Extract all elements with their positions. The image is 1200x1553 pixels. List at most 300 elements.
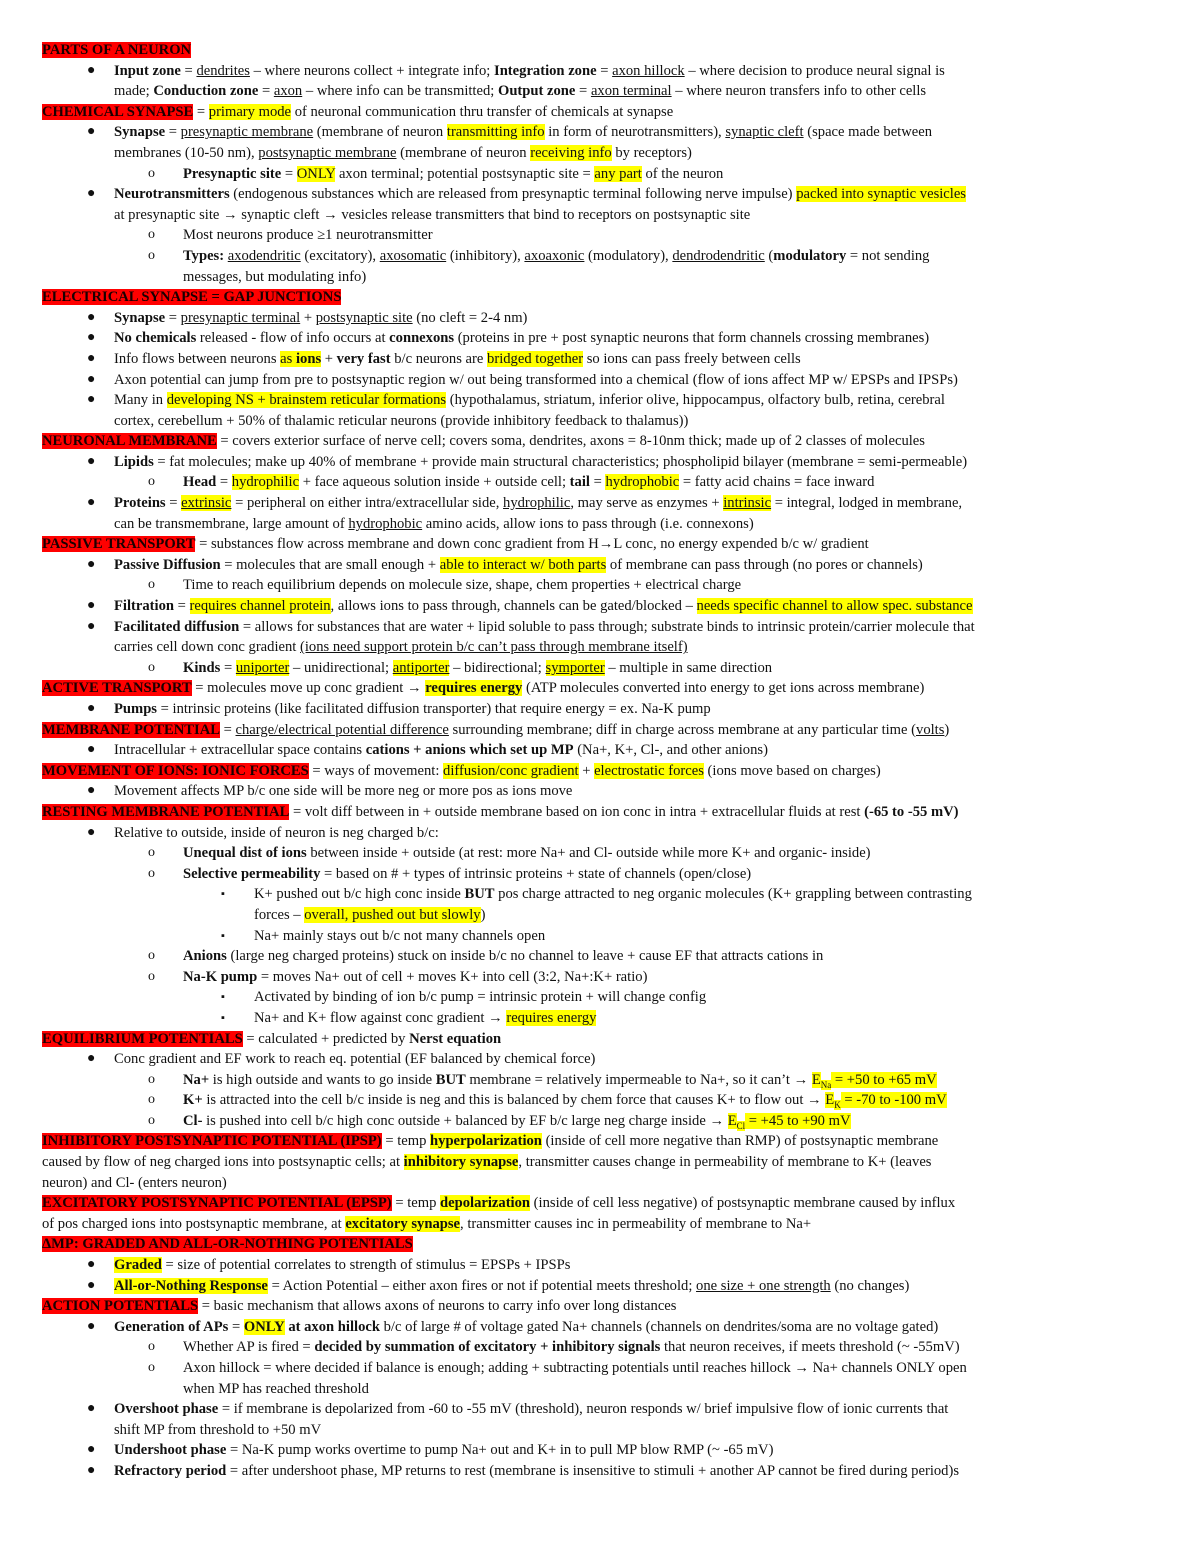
bullet-marker-circle: o (148, 577, 155, 593)
text-segment: Most neurons produce ≥1 neurotransmitter (183, 227, 433, 244)
bullet-marker-circle: o (148, 659, 155, 675)
bold-term: Lipids (114, 453, 154, 470)
bold-term: Synapse (114, 124, 166, 141)
text-segment: (modulatory), (584, 247, 673, 264)
highlighted-text: as (280, 350, 296, 367)
text-segment: = substances flow across membrane and down conc gradient from H→L conc, no energy expended b/c w/ gradient (195, 536, 869, 553)
bullet-marker-disc: ● (87, 783, 96, 799)
highlighted-text: antiporter (392, 659, 450, 676)
section-heading: NEURONAL MEMBRANE (42, 433, 217, 450)
bullet-item (42, 472, 1162, 493)
bold-term: Kinds (183, 659, 221, 676)
bullet-item (42, 81, 1162, 102)
note-line (42, 40, 1162, 61)
text-segment: + (578, 762, 595, 779)
note-line (42, 1234, 1162, 1255)
bullet-marker-square: ▪ (221, 888, 225, 901)
text-segment: messages, but modulating info) (183, 268, 367, 285)
bullet-item (42, 699, 1162, 720)
bold-term: Filtration (114, 598, 174, 615)
bullet-item (42, 308, 1162, 329)
text-segment: = (258, 83, 274, 100)
note-line (42, 1214, 1162, 1235)
highlighted-text: ONLY (243, 1318, 285, 1335)
bold-term: modulatory (773, 247, 847, 264)
bold-term: Synapse (114, 309, 166, 326)
bullet-marker-disc: ● (87, 556, 96, 572)
highlighted-text: transmitting info (446, 124, 545, 141)
text-segment: hydrophobic (348, 515, 423, 532)
highlighted-text: excitatory synapse (345, 1215, 461, 1232)
text-segment: Many in (114, 392, 167, 409)
text-segment: Activated by binding of ion b/c pump = intrinsic protein + will change config (254, 989, 707, 1006)
highlighted-text: requires energy (506, 1009, 597, 1026)
text-segment: forces – (254, 906, 305, 923)
bold-term: Refractory period (114, 1462, 227, 1479)
text-segment: presynaptic membrane (180, 124, 314, 141)
bullet-item (42, 1379, 1162, 1400)
bullet-item (42, 843, 1162, 864)
bullet-item (42, 1111, 1162, 1132)
text-segment: (inhibitory), (446, 247, 525, 264)
text-segment: = Action Potential – either axon fires or not if potential meets threshold; (267, 1277, 697, 1294)
text-segment: (excitatory), (300, 247, 380, 264)
bullet-marker-circle: o (148, 968, 155, 984)
text-segment: of neuronal communication thru transfer of chemicals at synapse (291, 103, 674, 120)
bullet-marker-square: ▪ (221, 1011, 225, 1024)
bullet-item (42, 1420, 1162, 1441)
text-segment: = if membrane is depolarized from -60 to -55 mV (threshold), neuron responds w/ brief impulsive flow of ionic currents that (218, 1401, 949, 1418)
text-segment: (endogenous substances which are released from presynaptic terminal following nerve impulse) (229, 186, 797, 203)
text-segment: = integral, lodged in membrane, (771, 495, 963, 512)
text-segment: volts (916, 721, 945, 738)
text-segment: b/c of large # of voltage gated Na+ channels (channels on dendrites/soma are no voltage gated) (379, 1318, 939, 1335)
highlighted-text: any part (594, 165, 642, 182)
bold-term: connexons (389, 330, 455, 347)
text-segment: – bidirectional; (449, 659, 546, 676)
text-segment: = (219, 721, 236, 738)
section-heading: ACTION POTENTIALS (42, 1298, 199, 1315)
text-segment: presynaptic terminal (180, 309, 301, 326)
bold-term: Undershoot phase (114, 1442, 227, 1459)
bullet-marker-circle: o (148, 948, 155, 964)
text-segment: by receptors) (611, 144, 692, 161)
section-heading: MOVEMENT OF IONS: IONIC FORCES (42, 762, 309, 779)
highlighted-text: Cl (736, 1120, 746, 1131)
bold-term: Input zone (114, 62, 181, 79)
bullet-item (42, 740, 1162, 761)
section-heading: CHEMICAL SYNAPSE (42, 103, 194, 120)
text-segment: is attracted into the cell b/c inside is neg and this is balanced by chem force that causes K+ to flow out → (202, 1092, 826, 1109)
highlighted-text: = +50 to +65 mV (831, 1071, 937, 1088)
text-segment: Intracellular + extracellular space contains (114, 742, 366, 759)
bullet-item (42, 884, 1162, 905)
text-segment: hydrophilic (503, 495, 571, 512)
text-segment: = (216, 474, 232, 491)
bullet-item (42, 1276, 1162, 1297)
text-segment: synaptic cleft (725, 124, 804, 141)
text-segment: axon hillock (612, 62, 685, 79)
bullet-item (42, 1090, 1162, 1111)
text-segment: (membrane of neuron (396, 144, 531, 161)
text-segment: + (321, 350, 337, 367)
bullet-marker-disc: ● (87, 1257, 96, 1273)
note-line (42, 1296, 1162, 1317)
note-line (42, 287, 1162, 308)
text-segment: – unidirectional; (289, 659, 393, 676)
text-segment: axoaxonic (524, 247, 585, 264)
text-segment: = fat molecules; make up 40% of membrane + provide main structural characteristics; phospholipid bilayer (membrane = semi-permeable) (153, 453, 968, 470)
text-segment: ) (944, 721, 950, 738)
text-segment: membrane = relatively impermeable to Na+, so it can’t → (465, 1071, 812, 1088)
bold-term: Unequal dist of ions (183, 845, 307, 862)
note-line (42, 761, 1162, 782)
text-segment: postsynaptic membrane (258, 144, 397, 161)
bullet-item (42, 987, 1162, 1008)
text-segment: axon (273, 83, 303, 100)
bullet-marker-disc: ● (87, 701, 96, 716)
bullet-marker-disc: ● (87, 309, 96, 325)
bullet-item (42, 1255, 1162, 1276)
text-segment: ) (480, 906, 486, 923)
text-segment: (ions need support protein b/c can’t pass through membrane itself) (300, 639, 688, 656)
bullet-item (42, 1461, 1162, 1482)
note-line (42, 1193, 1162, 1214)
bold-term: Proteins (114, 495, 166, 512)
note-line (42, 534, 1162, 555)
bullet-marker-circle: o (148, 1071, 155, 1087)
section-heading: PARTS OF A NEURON (42, 42, 192, 58)
highlighted-text: inhibitory synapse (403, 1154, 519, 1171)
bullet-marker-disc: ● (87, 742, 96, 758)
bullet-item (42, 864, 1162, 885)
bullet-marker-disc: ● (87, 371, 96, 387)
text-segment: one size + one strength (696, 1277, 831, 1294)
bold-term: Neurotransmitters (114, 186, 230, 203)
text-segment: (inside of cell less negative) of postsynaptic membrane caused by influx (530, 1195, 956, 1212)
bullet-marker-disc: ● (87, 1318, 96, 1334)
text-segment: = basic mechanism that allows axons of neurons to carry info over long distances (198, 1298, 677, 1315)
bold-term: Generation of APs (114, 1318, 229, 1335)
bullet-marker-disc: ● (87, 618, 96, 634)
bullet-item (42, 390, 1162, 411)
bold-term: BUT (435, 1071, 466, 1088)
bullet-item (42, 926, 1162, 947)
bold-term: (-65 to -55 mV) (864, 803, 959, 820)
bullet-marker-circle: o (148, 1092, 155, 1108)
bullet-item (42, 411, 1162, 432)
bullet-marker-square: ▪ (221, 991, 225, 1004)
bullet-item (42, 143, 1162, 164)
text-segment: postsynaptic site (315, 309, 413, 326)
text-segment: = (589, 474, 606, 491)
highlighted-text: E (727, 1112, 737, 1129)
bullet-marker-disc: ● (87, 1051, 96, 1067)
text-segment: (no cleft = 2-4 nm) (412, 309, 528, 326)
text-segment: (ATP molecules converted into energy to get ions across membrane) (522, 680, 925, 697)
bullet-marker-disc: ● (87, 1462, 96, 1478)
highlighted-text: requires channel protein (189, 598, 331, 615)
section-heading: ELECTRICAL SYNAPSE = GAP JUNCTIONS (42, 289, 342, 306)
bold-term: Head (183, 474, 217, 491)
text-segment: = (575, 83, 591, 100)
text-segment: caused by flow of neg charged ions into postsynaptic cells; at (42, 1154, 404, 1171)
text-segment: = allows for substances that are water + lipid soluble to pass through; substrate binds to intrinsic protein/carrier molecule that (239, 618, 975, 635)
highlighted-text: bridged together (487, 350, 584, 367)
bullet-item (42, 596, 1162, 617)
text-segment: = covers exterior surface of nerve cell; covers soma, dendrites, axons = 8-10nm thick; made up of 2 classes of molecules (216, 433, 925, 450)
bullet-marker-circle: o (148, 1339, 155, 1355)
text-segment: = (596, 62, 613, 79)
text-segment: + (300, 309, 316, 326)
note-line (42, 1029, 1162, 1050)
text-segment: – where neuron transfers info to other cells (671, 83, 927, 100)
text-segment: made; (114, 83, 154, 100)
section-heading: RESTING MEMBRANE POTENTIAL (42, 803, 290, 820)
highlighted-text: E (811, 1071, 821, 1088)
text-segment: (space made between (803, 124, 933, 141)
text-segment: Info flows between neurons (114, 350, 281, 367)
text-segment: (ions move based on charges) (703, 762, 881, 779)
bullet-marker-circle: o (148, 227, 155, 243)
text-segment: , transmitter causes inc in permeability of membrane to Na+ (460, 1215, 812, 1232)
text-segment: Whether AP is fired = (183, 1339, 315, 1356)
bullet-marker-disc: ● (87, 350, 96, 366)
bold-term: Na+ (183, 1071, 210, 1088)
text-segment: cortex, cerebellum + 50% of thalamic reticular neurons (provide inhibitory feedback to thalamus)) (114, 412, 689, 429)
bullet-marker-disc: ● (87, 495, 96, 511)
highlighted-text: ions (295, 350, 322, 367)
bullet-marker-circle: o (148, 247, 155, 263)
bullet-marker-circle: o (148, 845, 155, 861)
highlighted-text: requires energy (425, 680, 523, 697)
highlighted-text: Na (820, 1079, 832, 1090)
text-segment: = molecules that are small enough + (220, 556, 440, 573)
text-segment: (membrane of neuron (313, 124, 447, 141)
text-segment: dendrodendritic (672, 247, 765, 264)
bold-term: decided by summation of excitatory + inhibitory signals (314, 1339, 661, 1356)
text-segment: can be transmembrane, large amount of (114, 515, 349, 532)
text-segment: Conc gradient and EF work to reach eq. potential (EF balanced by chemical force) (114, 1051, 596, 1068)
text-segment: = (180, 62, 197, 79)
highlighted-text: primary mode (208, 103, 292, 120)
text-segment: = molecules move up conc gradient → (191, 680, 426, 697)
bullet-item (42, 1317, 1162, 1338)
bullet-item (42, 781, 1162, 802)
text-segment: (large neg charged proteins) stuck on inside b/c no channel to leave + cause EF that attracts cations in (226, 948, 824, 965)
bullet-item (42, 328, 1162, 349)
text-segment: surrounding membrane; diff in charge across membrane at any particular time ( (448, 721, 917, 738)
highlighted-text: needs specific channel to allow spec. substance (696, 598, 973, 615)
text-segment: = fatty acid chains = face inward (679, 474, 875, 491)
text-segment: Axon potential can jump from pre to postsynaptic region w/ out being transformed into a chemical (flow of ions affect MP w/ EPSPs and IPSPs) (114, 371, 958, 388)
bullet-item (42, 225, 1162, 246)
text-segment: = (174, 598, 190, 615)
bullet-item (42, 1358, 1162, 1379)
bold-term: Cl- (183, 1112, 203, 1129)
bullet-marker-circle: o (148, 1360, 155, 1375)
text-segment: – where neurons collect + integrate info; (249, 62, 495, 79)
text-segment: is pushed into cell b/c high conc outside + balanced by EF b/c large neg charge inside → (202, 1112, 728, 1129)
highlighted-text: depolarization (440, 1195, 531, 1212)
section-heading: EQUILIBRIUM POTENTIALS (42, 1030, 243, 1047)
highlighted-text: intrinsic (723, 495, 772, 512)
text-segment: = ways of movement: (308, 762, 444, 779)
text-segment: = (220, 659, 236, 676)
highlighted-text: overall, pushed out but slowly (304, 906, 481, 923)
notes-page (42, 40, 1162, 1482)
bullet-item (42, 1440, 1162, 1461)
text-segment: + face aqueous solution inside + outside cell; (299, 474, 570, 491)
text-segment: amino acids, allow ions to pass through (i.e. connexons) (422, 515, 754, 532)
text-segment: = temp (391, 1195, 441, 1212)
text-segment: Time to reach equilibrium depends on molecule size, shape, chem properties + electrical charge (183, 577, 742, 594)
bullet-marker-disc: ● (87, 62, 96, 78)
bullet-item (42, 967, 1162, 988)
text-segment: (inside of cell more negative than RMP) of postsynaptic membrane (541, 1133, 939, 1150)
bullet-item (42, 637, 1162, 658)
text-segment: axodendritic (227, 247, 301, 264)
bold-term: Nerst equation (409, 1030, 502, 1047)
note-line (42, 1173, 1162, 1194)
bullet-item (42, 1049, 1162, 1070)
bullet-item (42, 205, 1162, 226)
note-line (42, 802, 1162, 823)
text-segment: Axon hillock = where decided if balance is enough; adding + subtracting potentials until reaches hillock → Na+ channels ONLY open (183, 1360, 967, 1376)
bold-term: Conduction zone (153, 83, 259, 100)
text-segment: axosomatic (379, 247, 447, 264)
bold-term: Presynaptic site (183, 165, 282, 182)
bullet-marker-disc: ● (87, 330, 96, 346)
highlighted-text: diffusion/conc gradient (443, 762, 579, 779)
bullet-marker-circle: o (148, 865, 155, 881)
bullet-item (42, 164, 1162, 185)
note-line (42, 1131, 1162, 1152)
text-segment: at presynaptic site → synaptic cleft → vesicles release transmitters that bind to receptors on postsynaptic site (114, 206, 751, 223)
bold-term: tail (569, 474, 590, 491)
bold-term: Pumps (114, 701, 157, 717)
text-segment: = volt diff between in + outside membrane based on ion conc in intra + extracellular fluids at rest (289, 803, 865, 820)
text-segment: , allows ions to pass through, channels can be gated/blocked – (330, 598, 697, 615)
highlighted-text: ONLY (296, 165, 336, 182)
text-segment: Na+ and K+ flow against conc gradient → (254, 1009, 507, 1026)
highlighted-text: All-or-Nothing Response (114, 1277, 268, 1294)
bullet-marker-disc: ● (87, 1442, 96, 1458)
text-segment: is high outside and wants to go inside (209, 1071, 436, 1088)
bold-term: Integration zone (494, 62, 597, 79)
bullet-item (42, 370, 1162, 391)
bold-term: Facilitated diffusion (114, 618, 240, 635)
bullet-item (42, 452, 1162, 473)
bullet-marker-disc: ● (87, 1401, 96, 1417)
bullet-item (42, 122, 1162, 143)
bullet-item (42, 1008, 1162, 1029)
text-segment: = Na-K pump works overtime to pump Na+ out and K+ in to pull MP blow RMP (~ -65 mV) (226, 1442, 774, 1459)
bullet-item (42, 184, 1162, 205)
text-segment: carries cell down conc gradient (114, 639, 300, 656)
text-segment: b/c neurons are (390, 350, 488, 367)
section-heading: ΔMP: GRADED AND ALL-OR-NOTHING POTENTIALS (42, 1236, 413, 1253)
bullet-item (42, 575, 1162, 596)
bold-term: K+ (183, 1092, 203, 1109)
highlighted-text: receiving info (530, 144, 612, 161)
text-segment: membranes (10-50 nm), (114, 144, 259, 161)
bullet-marker-disc: ● (87, 598, 96, 614)
section-heading: PASSIVE TRANSPORT (42, 536, 196, 553)
note-line (42, 431, 1162, 452)
text-segment: released - flow of info occurs at (196, 330, 390, 347)
note-line (42, 102, 1162, 123)
text-segment: Na+ mainly stays out b/c not many channels open (254, 927, 546, 944)
text-segment: = calculated + predicted by (242, 1030, 410, 1047)
text-segment: – where info can be transmitted; (302, 83, 498, 100)
section-heading: MEMBRANE POTENTIAL (42, 721, 220, 738)
bold-term: at axon hillock (288, 1318, 380, 1335)
bullet-marker-disc: ● (87, 1277, 96, 1293)
text-segment: axon terminal; potential postsynaptic site = (335, 165, 595, 182)
text-segment: = (165, 309, 181, 326)
highlighted-text: hydrophobic (605, 474, 680, 491)
text-segment: (hypothalamus, striatum, inferior olive, hippocampus, olfactory bulb, retina, cerebral (446, 392, 945, 409)
bullet-item (42, 617, 1162, 638)
text-segment: = size of potential correlates to strength of stimulus = EPSPs + IPSPs (161, 1257, 571, 1274)
text-segment: = temp (381, 1133, 431, 1150)
text-segment: – where decision to produce neural signal is (684, 62, 945, 79)
bullet-item (42, 658, 1162, 679)
highlighted-text: = -70 to -100 mV (840, 1092, 947, 1109)
bold-term: Anions (183, 948, 227, 965)
bullet-marker-circle: o (148, 474, 155, 490)
highlighted-text: Graded (114, 1257, 162, 1274)
bullet-item (42, 493, 1162, 514)
text-segment: of pos charged ions into postsynaptic membrane, at (42, 1215, 346, 1232)
bold-term: Output zone (497, 83, 576, 100)
note-line (42, 1152, 1162, 1173)
text-segment: = (228, 1318, 244, 1335)
highlighted-text: developing NS + brainstem reticular formations (166, 392, 447, 409)
section-heading: INHIBITORY POSTSYNAPTIC POTENTIAL (IPSP) (42, 1133, 382, 1150)
text-segment: = not sending (846, 247, 930, 264)
bold-term: No chemicals (114, 330, 197, 347)
highlighted-text: hyperpolarization (430, 1133, 542, 1150)
highlighted-text: extrinsic (181, 495, 232, 512)
text-segment: pos charge attracted to neg organic molecules (K+ grappling between contrasting (494, 886, 972, 903)
text-segment: = after undershoot phase, MP returns to rest (membrane is insensitive to stimuli + another AP cannot be fired during period)s (226, 1462, 960, 1479)
bullet-item (42, 1070, 1162, 1091)
bullet-item (42, 514, 1162, 535)
bold-term: Types: (183, 247, 225, 264)
bullet-marker-disc: ● (87, 392, 96, 408)
highlighted-text: uniporter (235, 659, 290, 676)
text-segment: K+ pushed out b/c high conc inside (254, 886, 465, 903)
bold-term: cations + anions which set up MP (365, 742, 574, 759)
bold-term: Overshoot phase (114, 1401, 219, 1418)
text-segment: – multiple in same direction (604, 659, 773, 676)
bullet-marker-square: ▪ (221, 929, 225, 942)
note-line (42, 720, 1162, 741)
bullet-marker-circle: o (148, 1112, 155, 1128)
bullet-marker-disc: ● (87, 824, 96, 840)
highlighted-text: K (834, 1100, 841, 1111)
highlighted-text: symporter (545, 659, 605, 676)
text-segment: of the neuron (641, 165, 724, 182)
text-segment: neuron) and Cl- (enters neuron) (42, 1174, 227, 1191)
highlighted-text: E (825, 1092, 835, 1109)
highlighted-text: hydrophilic (231, 474, 300, 491)
text-segment: = (193, 103, 209, 120)
text-segment: (no changes) (830, 1277, 910, 1294)
text-segment: (Na+, K+, Cl-, and other anions) (573, 742, 768, 759)
